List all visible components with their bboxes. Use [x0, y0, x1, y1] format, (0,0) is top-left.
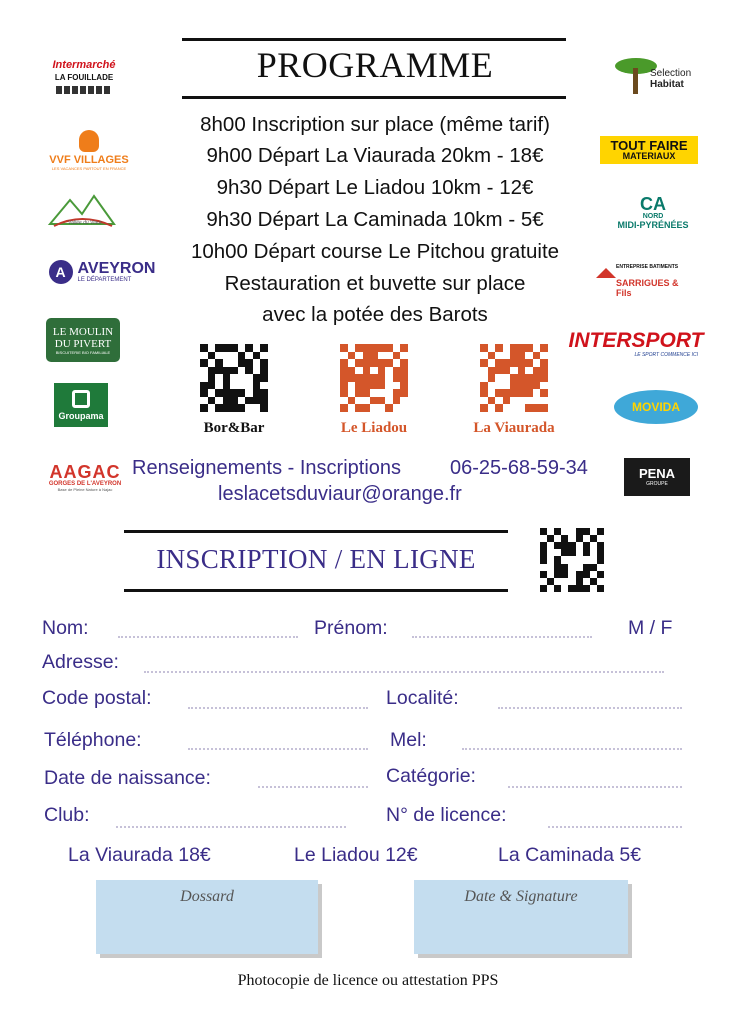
vallee-viaur-logo: Vallée du Viaur: [46, 186, 118, 232]
inscription-rule-lower: [124, 589, 508, 592]
signature-label: Date & Signature: [464, 888, 578, 905]
tout-faire-materiaux-logo: TOUT FAIRE MATERIAUX: [600, 136, 698, 164]
dossard-label: Dossard: [180, 888, 234, 905]
footer-note: Photocopie de licence ou attestation PPS: [237, 972, 499, 989]
contact-label: Renseignements - Inscriptions: [132, 457, 402, 479]
adresse-label: Adresse:: [42, 651, 119, 673]
aveyron-departement-logo: A AVEYRON LE DÉPARTEMENT: [44, 254, 160, 290]
groupama-logo: Groupama: [54, 383, 108, 427]
localite-label: Localité:: [386, 687, 459, 709]
dossard-box[interactable]: [96, 880, 318, 954]
qr-code-la-viaurada[interactable]: [480, 344, 548, 412]
prenom-field[interactable]: [412, 636, 592, 638]
price-viaurada[interactable]: La Viaurada 18€: [68, 844, 211, 866]
nom-label: Nom:: [42, 617, 89, 639]
vvf-villages-logo: VVF VILLAGES LES VACANCES PARTOUT EN FRANCE: [46, 126, 132, 174]
top-rule-upper: [182, 38, 566, 41]
code-postal-field[interactable]: [188, 707, 368, 709]
inscription-rule-upper: [124, 530, 508, 533]
signature-box[interactable]: [414, 880, 628, 954]
code-postal-label: Code postal:: [42, 687, 152, 709]
prenom-label: Prénom:: [314, 617, 388, 639]
store-icons-icon: [56, 86, 112, 94]
qr-caption-bor-bar: Bor&Bar: [203, 420, 265, 436]
programme-title: PROGRAMME: [256, 45, 494, 85]
licence-field[interactable]: [548, 826, 682, 828]
pena-groupe-logo: PENA GROUPE: [624, 458, 690, 496]
date-naissance-field[interactable]: [258, 786, 368, 788]
qr-caption-la-viaurada: La Viaurada: [473, 420, 555, 436]
sarrigues-logo: ENTREPRISE BATIMENTS SARRIGUES & Fils: [594, 262, 692, 292]
adresse-field[interactable]: [144, 671, 664, 673]
top-rule-lower: [182, 96, 566, 99]
programme-line-5: 10h00 Départ course Le Pitchou gratuite: [190, 240, 560, 263]
qr-code-bor-bar[interactable]: [200, 344, 268, 412]
intersport-logo: INTERSPORT LE SPORT COMMENCE ICI: [568, 329, 704, 358]
date-naissance-label: Date de naissance:: [44, 767, 211, 789]
selection-habitat-logo: Selection Habitat: [614, 52, 698, 98]
aagac-logo: AAGAC GORGES DE L'AVEYRON Base de Pleine Nature à Najac: [48, 461, 122, 492]
programme-line-1: 8h00 Inscription sur place (même tarif): [200, 113, 550, 136]
mel-label: Mel:: [390, 729, 427, 751]
programme-line-2: 9h00 Départ La Viaurada 20km - 18€: [206, 144, 544, 167]
aveyron-emblem-icon: A: [49, 260, 73, 284]
price-caminada[interactable]: La Caminada 5€: [498, 844, 642, 866]
programme-line-7: avec la potée des Barots: [262, 303, 488, 326]
localite-field[interactable]: [498, 707, 682, 709]
club-label: Club:: [44, 804, 90, 826]
sexe-choice[interactable]: M / F: [628, 617, 673, 639]
programme-line-6: Restauration et buvette sur place: [224, 272, 526, 295]
programme-line-4: 9h30 Départ La Caminada 10km - 5€: [206, 208, 544, 231]
contact-email[interactable]: leslacetsduviaur@orange.fr: [218, 483, 462, 505]
telephone-label: Téléphone:: [44, 729, 142, 751]
contact-phone[interactable]: 06-25-68-59-34: [450, 457, 588, 479]
house-icon: [596, 268, 616, 278]
inscription-title: INSCRIPTION / EN LIGNE: [156, 544, 476, 574]
mel-field[interactable]: [462, 748, 682, 750]
movida-logo: MOVIDA: [614, 390, 698, 424]
credit-agricole-logo: CA NORD MIDI-PYRÉNÉES: [617, 193, 689, 230]
qr-code-inscription[interactable]: [540, 528, 604, 592]
groupama-emblem-icon: [72, 390, 90, 408]
moulin-du-pivert-logo: LE MOULIN DU PIVERT BISCUITERIE BIO FAMILIALE: [46, 318, 120, 362]
qr-caption-le-liadou: Le Liadou: [340, 420, 408, 436]
nom-field[interactable]: [118, 636, 298, 638]
telephone-field[interactable]: [188, 748, 368, 750]
categorie-label: Catégorie:: [386, 765, 476, 787]
programme-line-3: 9h30 Départ Le Liadou 10km - 12€: [216, 176, 534, 199]
price-liadou[interactable]: Le Liadou 12€: [294, 844, 418, 866]
categorie-field[interactable]: [508, 786, 682, 788]
qr-code-le-liadou[interactable]: [340, 344, 408, 412]
licence-label: N° de licence:: [386, 804, 507, 826]
club-field[interactable]: [116, 826, 346, 828]
intermarche-logo: Intermarché LA FOUILLADE: [46, 50, 122, 102]
owl-icon: [79, 130, 99, 152]
